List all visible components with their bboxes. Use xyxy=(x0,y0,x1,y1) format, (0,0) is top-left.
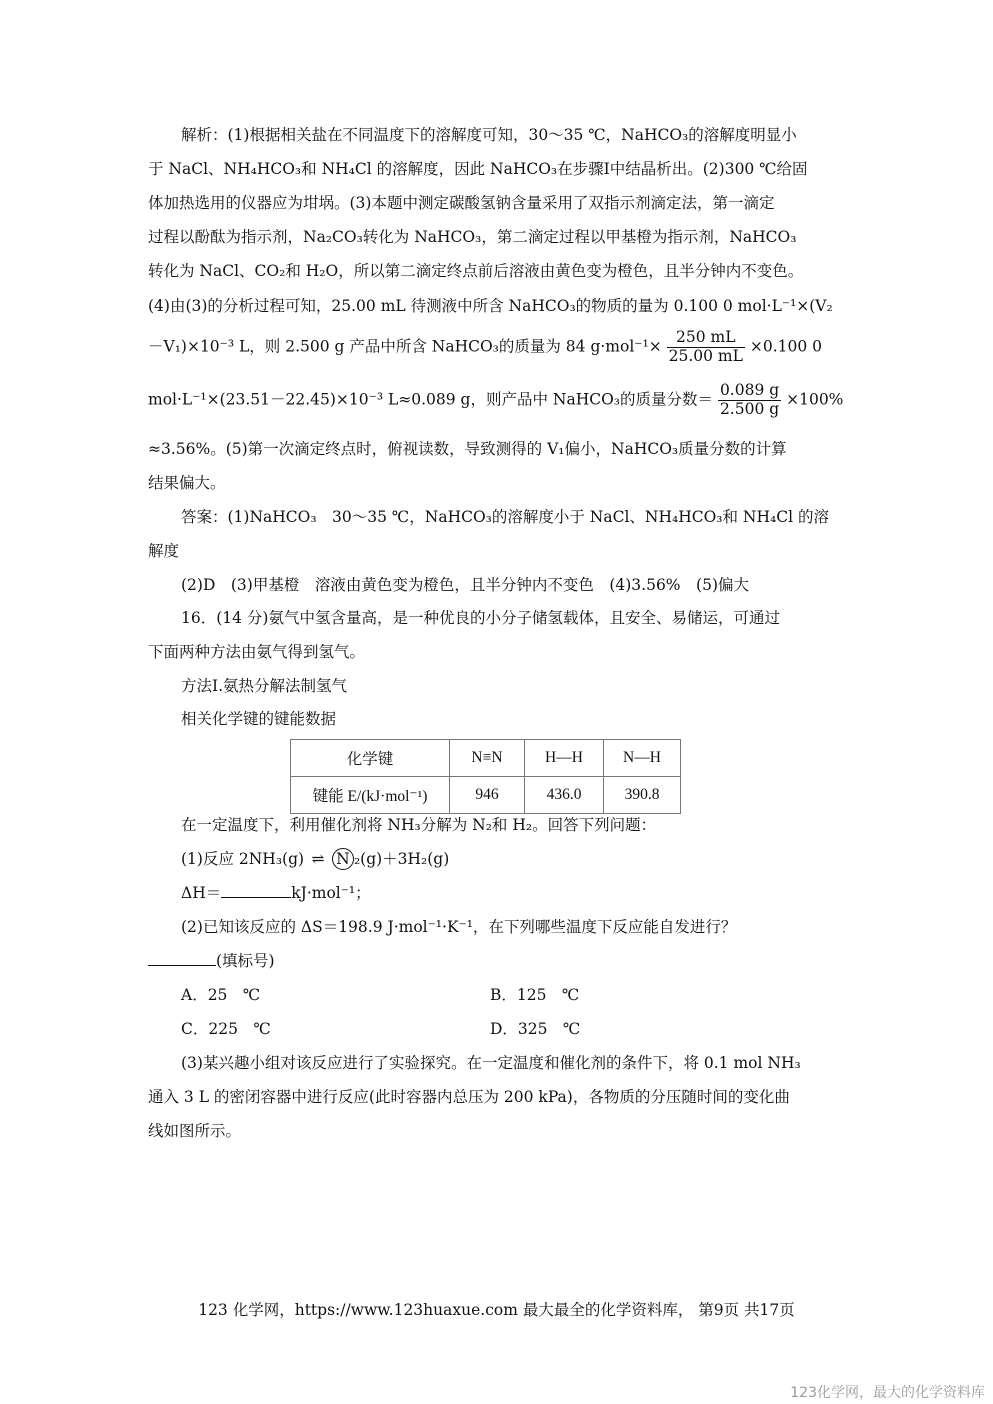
option-b: B．125 ℃ xyxy=(490,986,580,1004)
table-row-label: 键能 E/(kJ·mol⁻¹) xyxy=(291,777,450,814)
text-line: 过程以酚酞为指示剂，Na₂CO₃转化为 NaHCO₃，第二滴定过程以甲基橙为指示剂，NaHCO₃ xyxy=(148,228,797,246)
table-caption: 相关化学键的键能数据 xyxy=(181,710,337,728)
answer-line: 答案：(1)NaHCO₃ 30～35 ℃，NaHCO₃的溶解度小于 NaCl、NH₄HCO₃和 NH₄Cl 的溶 xyxy=(181,508,829,526)
text-line: ≈3.56%。(5)第一次滴定终点时，俯视读数，导致测得的 V₁偏小，NaHCO₃质量分数的计算 xyxy=(148,440,787,458)
text-segment: kJ·mol⁻¹； xyxy=(291,884,371,902)
table-cell: 390.8 xyxy=(604,777,681,814)
table-cell: 946 xyxy=(450,777,525,814)
delta-h-line xyxy=(181,881,371,903)
page-footer: 123 化学网，https://www.123huaxue.com 最大最全的化学资料库， 第9页 共17页 xyxy=(198,1301,795,1319)
text-line: 线如图所示。 xyxy=(148,1122,242,1140)
text-line: 下面两种方法由氨气得到氢气。 xyxy=(148,643,366,661)
bond-energy-table xyxy=(290,739,681,814)
text-line-with-fraction xyxy=(148,382,843,419)
table-cell: 436.0 xyxy=(525,777,604,814)
reversible-arrow-icon: ⇌ xyxy=(311,850,325,868)
text-line: 于 NaCl、NH₄HCO₃和 NH₄Cl 的溶解度，因此 NaHCO₃在步骤Ⅰ中结晶析出。(2)300 ℃给固 xyxy=(148,160,808,178)
fraction xyxy=(718,382,781,419)
table-header-cell: N—H xyxy=(604,740,681,777)
option-d: D．325 ℃ xyxy=(490,1020,581,1038)
text-segment: －V₁)×10⁻³ L，则 2.500 g 产品中所含 NaHCO₃的质量为 84 g·mol⁻¹× xyxy=(148,337,662,356)
text-segment: mol·L⁻¹×(23.51－22.45)×10⁻³ L≈0.089 g，则产品中 NaHCO₃的质量分数＝ xyxy=(148,390,713,409)
text-line: (3)某兴趣小组对该反应进行了实验探究。在一定温度和催化剂的条件下，将 0.1 mol NH₃ xyxy=(181,1054,801,1072)
fraction-denominator: 2.500 g xyxy=(719,399,780,418)
text-line: 结果偏大。 xyxy=(148,474,226,492)
answer-blank[interactable] xyxy=(148,965,216,966)
table-header-row xyxy=(291,740,681,777)
table-header-cell: 化学键 xyxy=(291,740,450,777)
text-line: 通入 3 L 的密闭容器中进行反应(此时容器内总压为 200 kPa)，各物质的分压随时间的变化曲 xyxy=(148,1088,790,1106)
table-header-cell: H—H xyxy=(525,740,604,777)
text-line: 在一定温度下，利用催化剂将 NH₃分解为 N₂和 H₂。回答下列问题： xyxy=(181,816,657,834)
table-row xyxy=(291,777,681,814)
text-segment: ΔH＝ xyxy=(181,884,222,902)
watermark: 123化学网，最大的化学资料库 xyxy=(790,1385,985,1401)
reaction-equation xyxy=(181,847,449,870)
option-c: C．225 ℃ xyxy=(181,1020,271,1038)
text-segment: (1)反应 2NH₃(g) xyxy=(181,850,305,868)
fraction-numerator: 250 mL xyxy=(667,329,745,348)
text-segment: ×100% xyxy=(786,390,844,409)
text-line: (4)由(3)的分析过程可知，25.00 mL 待测液中所含 NaHCO₃的物质的量为 0.100 0 mol·L⁻¹×(V₂ xyxy=(148,297,833,315)
text-line-with-fraction xyxy=(148,329,822,366)
text-segment: ₂(g)＋3H₂(g) xyxy=(353,850,450,868)
text-line: (2)已知该反应的 ΔS＝198.9 J·mol⁻¹·K⁻¹，在下列哪些温度下反应能自发进行？ xyxy=(181,918,737,936)
fraction-denominator: 25.00 mL xyxy=(668,346,743,365)
text-line: 解度 xyxy=(148,542,180,560)
text-line: 体加热选用的仪器应为坩埚。(3)本题中测定碳酸氢钠含量采用了双指示剂滴定法，第一滴定 xyxy=(148,194,775,212)
text-segment: (填标号) xyxy=(216,952,275,970)
answer-blank[interactable] xyxy=(221,897,291,898)
method-heading: 方法Ⅰ.氨热分解法制氢气 xyxy=(181,677,348,695)
text-line: 解析：(1)根据相关盐在不同温度下的溶解度可知，30～35 ℃，NaHCO₃的溶解度明显小 xyxy=(181,126,797,144)
text-line: 转化为 NaCl、CO₂和 H₂O，所以第二滴定终点前后溶液由黄色变为橙色，且半分钟内不变色。 xyxy=(148,262,804,280)
fraction-numerator: 0.089 g xyxy=(719,381,780,399)
fill-line xyxy=(148,949,275,971)
answer-line: (2)D (3)甲基橙 溶液由黄色变为橙色，且半分钟内不变色 (4)3.56% (5)偏大 xyxy=(181,576,749,594)
question-title: 16．(14 分)氨气中氢含量高，是一种优良的小分子储氢载体，且安全、易储运，可通过 xyxy=(181,609,780,627)
circled-letter: N xyxy=(332,848,354,870)
fraction xyxy=(667,329,745,366)
text-segment: ×0.100 0 xyxy=(749,337,823,356)
table-header-cell: N≡N xyxy=(450,740,525,777)
option-a: A．25 ℃ xyxy=(181,986,261,1004)
